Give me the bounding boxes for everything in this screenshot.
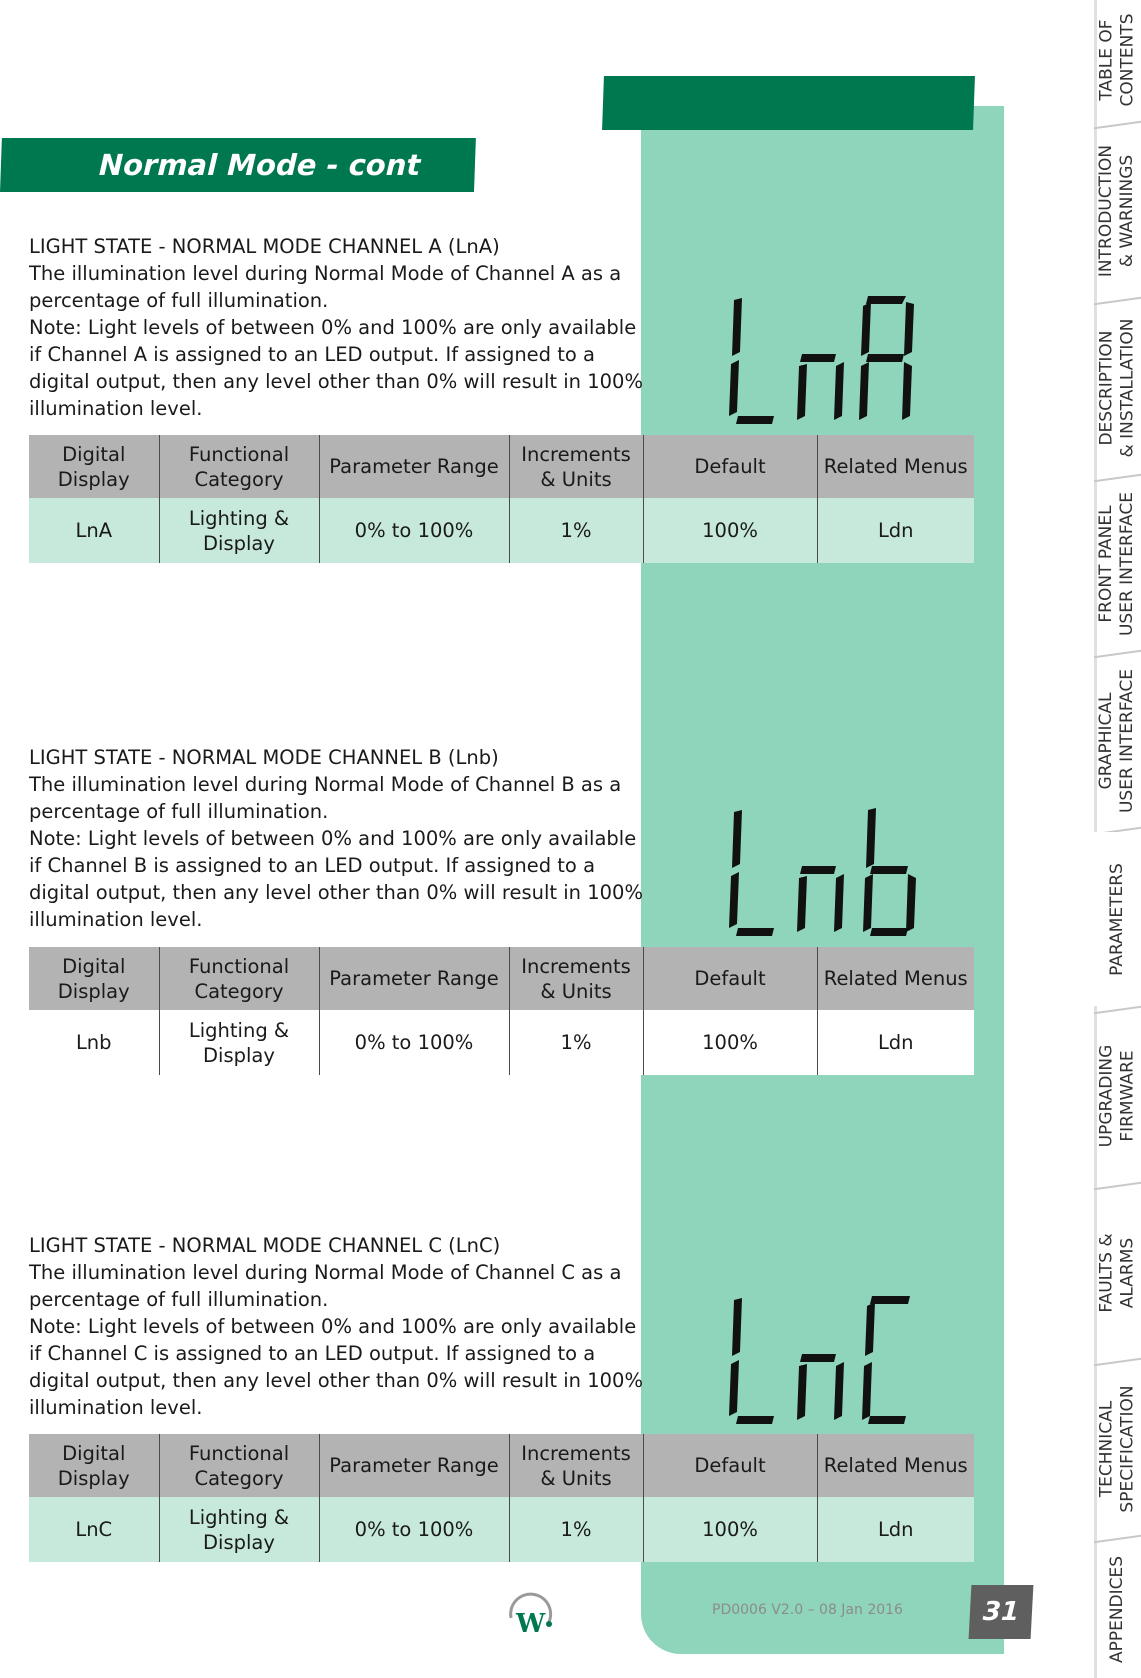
cell-related-menus: Ldn (817, 1010, 974, 1075)
param-line: percentage of full illumination. (29, 800, 329, 823)
cell-functional-category: Lighting & Display (159, 1497, 319, 1562)
param-line: digital output, then any level other than 0% will result in 100% (29, 881, 643, 904)
document-reference: PD0006 V2.0 – 08 Jan 2016 (712, 1602, 903, 1618)
param-line: The illumination level during Normal Mode of Channel A as a (29, 262, 622, 285)
cell-increments-units: 1% (509, 1010, 643, 1075)
table-row (29, 498, 974, 563)
header-parameter-range: Parameter Range (319, 435, 509, 498)
header-increments-units: Increments & Units (509, 947, 643, 1010)
parameter-table-lnb (29, 947, 974, 1075)
parameter-table-lnc (29, 1434, 974, 1562)
section-title: Normal Mode - cont (98, 148, 421, 182)
tab-table-of-contents[interactable]: TABLE OF CONTENTS (1096, 13, 1138, 107)
header-related-menus: Related Menus (817, 1434, 974, 1497)
cell-digital-display: LnC (29, 1497, 159, 1562)
header-digital-display: Digital Display (29, 435, 159, 498)
param-line: Note: Light levels of between 0% and 100% are only available (29, 827, 637, 850)
section-banner (0, 138, 476, 192)
cell-default: 100% (643, 1497, 817, 1562)
cell-parameter-range: 0% to 100% (319, 498, 509, 563)
param-line: if Channel C is assigned to an LED output. If assigned to a (29, 1342, 596, 1365)
header-related-menus: Related Menus (817, 947, 974, 1010)
cell-parameter-range: 0% to 100% (319, 1497, 509, 1562)
header-default: Default (643, 947, 817, 1010)
header-parameter-range: Parameter Range (319, 1434, 509, 1497)
parameter-table-lna (29, 435, 974, 563)
tab-parameters[interactable]: PARAMETERS (1094, 832, 1141, 1006)
cell-increments-units: 1% (509, 1497, 643, 1562)
param-line: illumination level. (29, 397, 203, 420)
header-functional-category: Functional Category (159, 1434, 319, 1497)
header-related-menus: Related Menus (817, 435, 974, 498)
cell-parameter-range: 0% to 100% (319, 1010, 509, 1075)
cell-increments-units: 1% (509, 498, 643, 563)
tab-front-panel-ui[interactable]: FRONT PANEL USER INTERFACE (1096, 491, 1138, 637)
table-row (29, 1497, 974, 1562)
lcd-display-lnc (716, 1292, 936, 1432)
header-accent-bar (602, 76, 975, 130)
header-digital-display: Digital Display (29, 947, 159, 1010)
header-increments-units: Increments & Units (509, 1434, 643, 1497)
header-functional-category: Functional Category (159, 435, 319, 498)
param-line: percentage of full illumination. (29, 1288, 329, 1311)
param-line: Note: Light levels of between 0% and 100% are only available (29, 316, 637, 339)
lcd-display-lnb (716, 804, 936, 944)
param-line: The illumination level during Normal Mode of Channel C as a (29, 1261, 622, 1284)
header-functional-category: Functional Category (159, 947, 319, 1010)
table-header-row (29, 435, 974, 498)
header-digital-display: Digital Display (29, 1434, 159, 1497)
cell-functional-category: Lighting & Display (159, 1010, 319, 1075)
param-line: digital output, then any level other than 0% will result in 100% (29, 1369, 643, 1392)
param-line: Note: Light levels of between 0% and 100% are only available (29, 1315, 637, 1338)
cell-digital-display: LnA (29, 498, 159, 563)
param-heading: LIGHT STATE - NORMAL MODE CHANNEL A (LnA) (29, 235, 500, 258)
param-heading: LIGHT STATE - NORMAL MODE CHANNEL C (LnC) (29, 1234, 501, 1257)
header-increments-units: Increments & Units (509, 435, 643, 498)
lcd-display-lna (716, 292, 936, 432)
tab-faults-alarms[interactable]: FAULTS & ALARMS (1096, 1233, 1138, 1313)
company-logo (505, 1588, 557, 1638)
table-header-row (29, 947, 974, 1010)
cell-default: 100% (643, 1010, 817, 1075)
side-nav-tabs (1094, 0, 1141, 1678)
header-default: Default (643, 435, 817, 498)
param-line: illumination level. (29, 1396, 203, 1419)
param-line: if Channel B is assigned to an LED output. If assigned to a (29, 854, 596, 877)
table-header-row (29, 1434, 974, 1497)
param-line: illumination level. (29, 908, 203, 931)
cell-digital-display: Lnb (29, 1010, 159, 1075)
param-line: percentage of full illumination. (29, 289, 329, 312)
cell-related-menus: Ldn (817, 498, 974, 563)
cell-default: 100% (643, 498, 817, 563)
param-heading: LIGHT STATE - NORMAL MODE CHANNEL B (Lnb) (29, 746, 499, 769)
table-row (29, 1010, 974, 1075)
tab-description-installation[interactable]: DESCRIPTION & INSTALLATION (1096, 318, 1138, 458)
header-default: Default (643, 1434, 817, 1497)
logo-letter: W (516, 1609, 546, 1638)
tab-upgrading-firmware[interactable]: UPGRADING FIRMWARE (1096, 1044, 1138, 1148)
param-line: if Channel A is assigned to an LED output. If assigned to a (29, 343, 595, 366)
tab-appendices[interactable]: APPENDICES (1107, 1555, 1128, 1663)
page-number: 31 (969, 1585, 1034, 1639)
cell-functional-category: Lighting & Display (159, 498, 319, 563)
tab-graphical-ui[interactable]: GRAPHICAL USER INTERFACE (1096, 668, 1138, 814)
cell-related-menus: Ldn (817, 1497, 974, 1562)
param-line: digital output, then any level other than 0% will result in 100% (29, 370, 643, 393)
header-parameter-range: Parameter Range (319, 947, 509, 1010)
tab-technical-specification[interactable]: TECHNICAL SPECIFICATION (1096, 1385, 1138, 1513)
tab-introduction-warnings[interactable]: INTRODUCTION & WARNINGS (1096, 144, 1138, 278)
param-line: The illumination level during Normal Mode of Channel B as a (29, 773, 622, 796)
